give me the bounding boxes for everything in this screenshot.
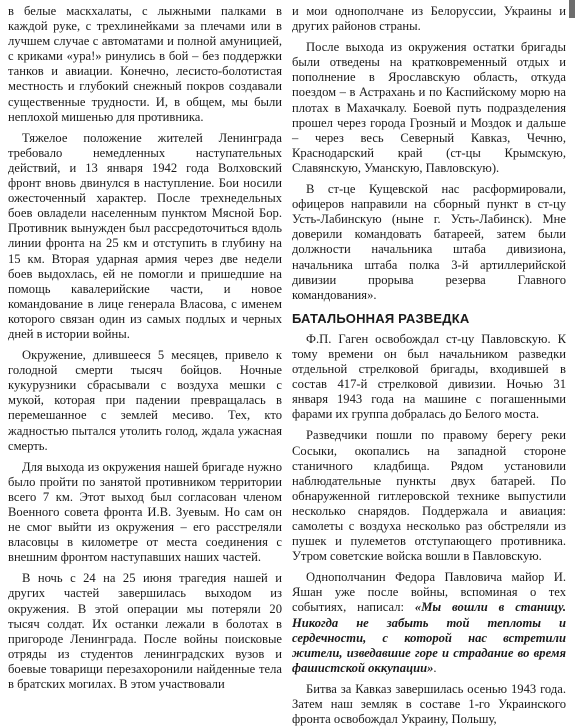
paragraph: Битва за Кавказ завершилась осенью 1943 года. Затем наш земляк в составе 1-го Украинского фронта освобождал Украину, Польшу, (292, 681, 566, 727)
paragraph: Окружение, длившееся 5 месяцев, привело к голодной смерти тысяч бойцов. Ночные кукурузники сбрасывали с воздуха мешки с мукой, которая при падении превращалась в перемешанное с землей месиво. Тех, кто жадностью пытался утолить голод, ждала ужасная смерть. (8, 348, 282, 453)
quote-intro: Однополчанин Федора Павловича майор И. Яшан уже после войны, вспоминая о тех событиях, написал: (292, 570, 566, 615)
paragraph: Разведчики пошли по правому берегу реки Сосыки, окопались на западной стороне станичного кладбища. Рядом установили наблюдательные пункты двух батарей. По обнаруженной гитлеровской технике выпустили несколько снарядов. Поддержала и авиация: самолеты с воздуха несколько раз обстреляли из пушек и пулеметов отступающего противника. Утром советские войска вошли в Павловскую. (292, 428, 566, 564)
right-column (292, 4, 566, 727)
paragraph: Для выхода из окружения нашей бригаде нужно было пройти по занятой противником территории всего 7 км. Этот выход был согласован членом Военного совета фронта И.В. Зуевым. Но сам он не смог выйти из окружения – его расстреляли власовцы в километре от места соединения с внешним фронтом наступавших наших частей. (8, 459, 282, 565)
paragraph: в белые маскхалаты, с лыжными палками в каждой руке, с трехлинейками за плечами или в лучшем случае с автоматами и полной амуницией, с криками «ура!» ринулись в бой – без поддержки танков и авиации. Конечно, лесисто-болотистая местность и глубокий снежный покров создавали существенные трудности. И, в общем, мы были неплохой мишенью для противника. (8, 4, 282, 124)
paragraph: В ночь с 24 на 25 июня трагедия нашей и других частей завершилась выходом из окружения. В этой операции мы потеряли 20 тысяч солдат. Их останки лежали в болотах в пригороде Ленинграда. После войны поисковые отряды из студентов ленинградских вузов и боевые товарищи перезахоронили найденные тела в братских могилах. В этом участвовали (8, 571, 282, 692)
paragraph: В ст-це Кущевской нас расформировали, офицеров направили на сборный пункт в ст-цу Усть-Лабинскую (ныне г. Усть-Лабинск). Мне доверили командовать батареей, затем были должности начальника штаба дивизиона, начальника штаба полка 3-й артиллерийской дивизии прорыва резерва Главного командования». (292, 182, 566, 302)
left-column (8, 4, 282, 700)
paragraph: Ф.П. Гаген освобождал ст-цу Павловскую. К тому времени он был начальником разведки отдельной стрелковой бригады, входившей в состав 417-й стрелковой дивизии. Ночью 31 января 1943 года на машине с погашенными фарами их группа добралась до Белого моста. (292, 331, 566, 422)
paragraph: и мои однополчане из Белоруссии, Украины и других районов страны. (292, 4, 566, 34)
quote-text: «Мы вошли в станицу. Никогда не забыть той теплоты и сердечности, с которой нас встретили жители, изведавшие горе и страдание во время фашистской оккупации» (292, 600, 566, 675)
paragraph: Тяжелое положение жителей Ленинграда требовало немедленных наступательных действий, и 13 января 1942 года Волховский фронт вновь двинулся в наступление. Бои носили ожесточенный характер. После трехнедельных боев овладели населенным пунктом Мясной Бор. Противник вынужден был рассредоточиться вдоль линии фронта на 25 км и отступить в глубину на 15 км. Вторая ударная армия через две недели боев выдохлась, ей не помогли и пришедшие на помощь кавалерийские части, и новое командование в лице генерала Власова, с именем которого связан один из самых подлых и черных дней в истории войны. (8, 130, 282, 341)
page-edge-marker (569, 0, 575, 18)
quote-end: . (433, 660, 437, 675)
quote-paragraph (292, 570, 566, 676)
paragraph: После выхода из окружения остатки бригады были отведены на кратковременный отдых и пополнение в Ярославскую область, откуда поездом – в Астрахань и по Каспийскому морю на плотах в Махачкалу. Боевой путь подразделения прошел через города Грозный и Моздок и дальше – через весь Северный Кавказ, Чечню, Краснодарский край (ст-цы Крымскую, Славянскую, Уманскую, Павловскую). (292, 40, 566, 175)
section-heading: БАТАЛЬОННАЯ РАЗВЕДКА (292, 310, 470, 326)
